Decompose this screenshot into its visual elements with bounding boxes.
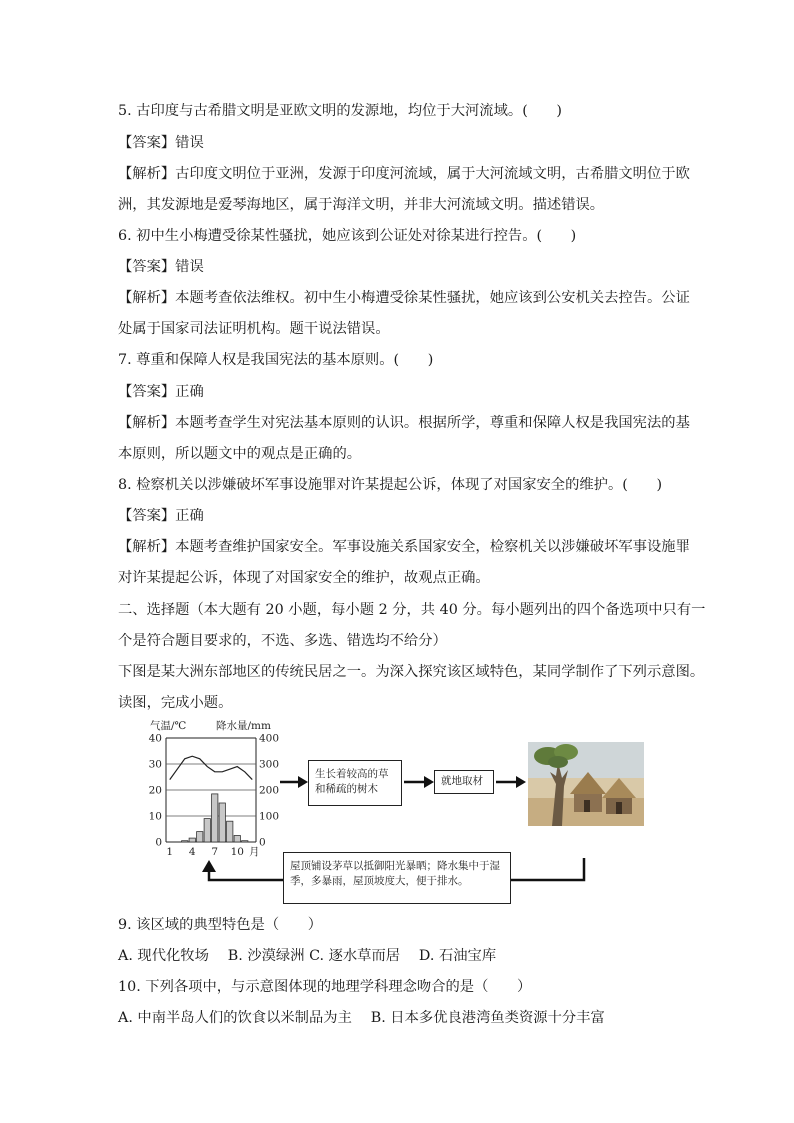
q5-analysis-1: 【解析】古印度文明位于亚洲，发源于印度河流域，属于大河流域文明，古希腊文明位于欧 <box>118 166 690 182</box>
q6-analysis-1: 【解析】本题考查依法维权。初中生小梅遭受徐某性骚扰，她应该到公安机关去控告。公证 <box>118 290 690 306</box>
right-axis-label: 降水量/mm <box>216 720 271 732</box>
q10-options: A. 中南半岛人们的饮食以米制品为主 B. 日本多优良港湾鱼类资源十分丰富 <box>118 1010 605 1026</box>
precipitation-bar <box>204 819 210 842</box>
section-2-heading-1: 二、选择题（本大题有 20 小题，每小题 2 分，共 40 分。每小题列出的四个备选项中只有一 <box>118 602 706 618</box>
q5-analysis-2: 洲，其发源地是爱琴海地区，属于海洋文明，并非大河流域文明。描述错误。 <box>118 197 605 213</box>
figure-intro-2: 读图，完成小题。 <box>118 695 233 711</box>
precipitation-bar <box>189 838 195 842</box>
arrow-box1-to-box2 <box>404 776 434 788</box>
left-tick-label: 0 <box>155 836 162 849</box>
right-tick-label: 0 <box>259 836 266 849</box>
q6-stem: 6. 初中生小梅遭受徐某性骚扰，她应该到公证处对徐某进行控告。( ) <box>118 228 577 244</box>
roof-explanation-box: 屋顶铺设茅草以抵御阳光暴晒；降水集中于湿季，多暴雨，屋顶坡度大，便于排水。 <box>283 852 511 904</box>
vegetation-box: 生长着较高的草和稀疏的树木 <box>308 760 402 806</box>
q7-stem: 7. 尊重和保障人权是我国宪法的基本原则。( ) <box>118 352 434 368</box>
q7-answer: 【答案】正确 <box>118 384 204 400</box>
q5-answer: 【答案】错误 <box>118 135 204 151</box>
figure <box>148 718 646 914</box>
arrow-box2-to-photo <box>496 776 526 788</box>
left-tick-label: 40 <box>148 732 162 745</box>
precipitation-bar <box>242 841 248 842</box>
precipitation-bar <box>212 794 218 842</box>
right-tick-label: 100 <box>259 810 280 823</box>
precipitation-bar <box>197 832 203 842</box>
left-tick-label: 30 <box>148 758 162 771</box>
q8-answer: 【答案】正确 <box>118 508 204 524</box>
x-tick-label: 7 <box>211 846 219 858</box>
q10-stem: 10. 下列各项中，与示意图体现的地理学科理念吻合的是（ ） <box>118 979 532 995</box>
precipitation-bar <box>227 821 233 842</box>
x-tick-label: 4 <box>188 846 196 858</box>
precipitation-bar <box>234 836 240 843</box>
q8-analysis-2: 对许某提起公诉，体现了对国家安全的维护，故观点正确。 <box>118 570 490 586</box>
precipitation-bar <box>182 841 188 842</box>
q8-stem: 8. 检察机关以涉嫌破坏军事设施罪对许某提起公诉，体现了对国家安全的维护。( ) <box>118 477 663 493</box>
thatched-hut-photo-icon <box>528 742 644 826</box>
temperature-line <box>170 756 253 779</box>
arrow-chart-to-box1 <box>280 776 308 788</box>
right-tick-label: 300 <box>259 758 280 771</box>
q9-options: A. 现代化牧场 B. 沙漠绿洲 C. 逐水草而居 D. 石油宝库 <box>118 948 497 964</box>
section-2-heading-2: 个是符合题目要求的，不选、多选、错选均不给分） <box>118 633 447 649</box>
q5-stem: 5. 古印度与古希腊文明是亚欧文明的发源地，均位于大河流域。( ) <box>118 103 562 119</box>
right-tick-label: 400 <box>259 732 280 745</box>
q7-analysis-2: 本原则，所以题文中的观点是正确的。 <box>118 446 362 462</box>
q7-analysis-1: 【解析】本题考查学生对宪法基本原则的认识。根据所学，尊重和保障人权是我国宪法的基 <box>118 415 690 431</box>
q6-analysis-2: 处属于国家司法证明机构。题干说法错误。 <box>118 321 390 337</box>
q8-analysis-1: 【解析】本题考查维护国家安全。军事设施关系国家安全，检察机关以涉嫌破坏军事设施罪 <box>118 539 690 555</box>
q6-answer: 【答案】错误 <box>118 259 204 275</box>
left-tick-label: 20 <box>148 784 162 797</box>
x-unit-label: 月 <box>249 846 260 858</box>
local-materials-box: 就地取材 <box>434 770 494 794</box>
q9-stem: 9. 该区域的典型特色是（ ） <box>118 917 323 933</box>
left-tick-label: 10 <box>148 810 162 823</box>
left-axis-label: 气温/℃ <box>150 720 187 732</box>
x-tick-label: 10 <box>230 846 244 858</box>
precipitation-bar <box>219 803 225 842</box>
x-tick-label: 1 <box>166 846 174 858</box>
right-tick-label: 200 <box>259 784 280 797</box>
figure-intro-1: 下图是某大洲东部地区的传统民居之一。为深入探究该区域特色，某同学制作了下列示意图。 <box>118 664 705 680</box>
